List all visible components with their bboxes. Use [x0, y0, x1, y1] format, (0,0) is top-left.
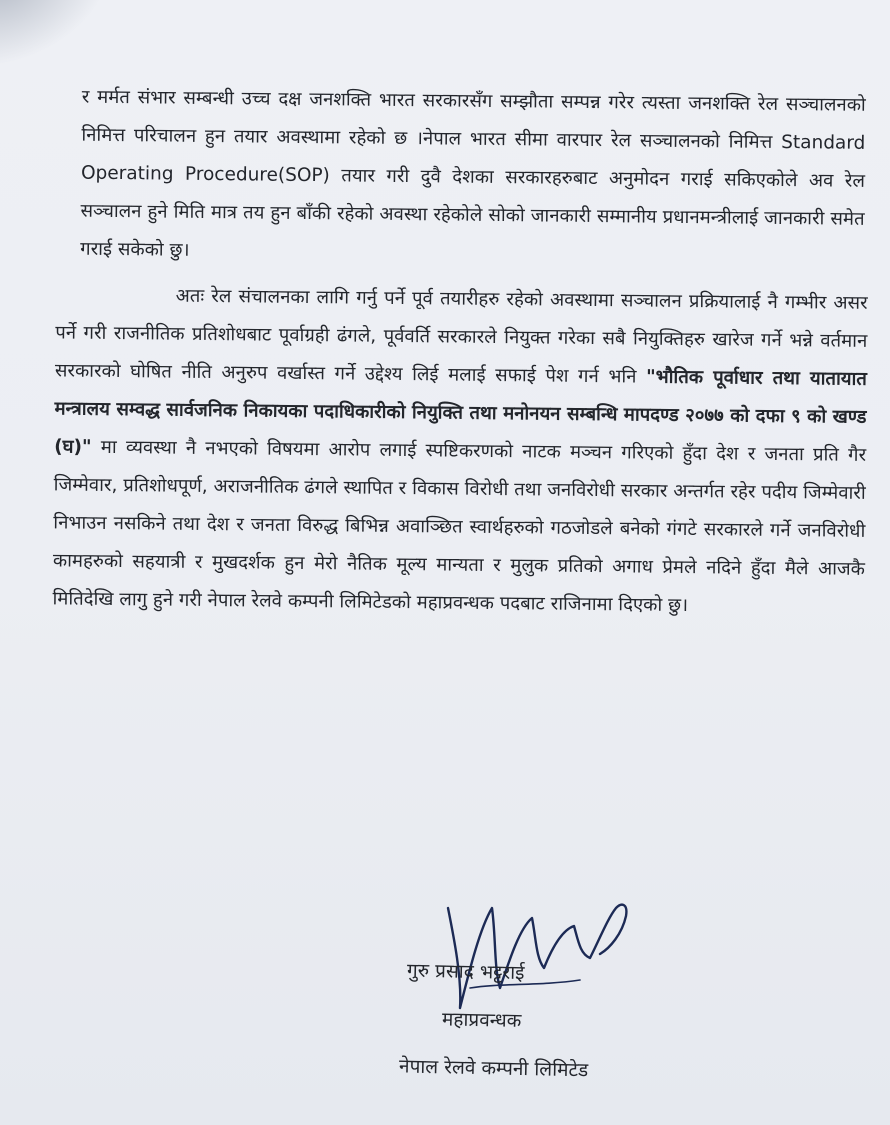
- signatory-name: गुरु प्रसाद भट्टराई: [406, 959, 525, 985]
- paragraph-2-regulation-quote: "भौतिक पूर्वाधार तथा यातायात मन्त्रालय सम्वद्ध सार्वजनिक निकायका पदाधिकारीको नियुक्ति तथा मनोनयन सम्बन्धि मापदण्ड २०७७ को दफा ९ को खण्ड (घ)": [54, 366, 867, 458]
- paragraph-2: [14, 276, 868, 627]
- signatory-title: महाप्रवन्धक: [441, 1008, 522, 1032]
- paragraph-1: र मर्मत संभार सम्बन्धी उच्च दक्ष जनशक्ति भारत सरकारसँग सम्झौता सम्पन्न गरेर त्यस्ता जनशक्ति रेल सञ्चालनको निमित्त परिचालन हुन तयार अवस्थामा रहेको छ ।नेपाल भारत सीमा वारपार रेल सञ्चालनको निमित्त Standard Operating Procedure(SOP) तयार गरी दुवै देशका सरकारहरुबाट अनुमोदन गराई सकिएकोले अव रेल सञ्चालन हुने मिति मात्र तय हुन बाँकी रहेको अवस्था रहेकोले सोको जानकारी सम्मानीय प्रधानमन्त्रीलाई जानकारी समेत गराई सकेको छु।: [80, 86, 866, 261]
- signatory-company: नेपाल रेलवे कम्पनी लिमिटेड: [398, 1055, 589, 1082]
- paragraph-2-intro: अतः रेल संचालनका लागि गर्नु पर्ने पूर्व तयारीहरु रहेको अवस्थामा सञ्चालन प्रक्रियालाई नै गम्भीर असर पर्ने गरी राजनीतिक प्रतिशोधबाट पूर्वाग्रही ढंगले, पूर्ववर्ति सरकारले नियुक्त गरेका सबै नियुक्तिहरु खारेज गर्ने भन्ने वर्तमान सरकारको घोषित नीति अनुरुप वर्खास्त गर्ने उद्देश्य लिई मलाई सफाई पेश गर्न भनि: [54, 285, 868, 388]
- letter-body: [14, 78, 870, 627]
- signature-block: [399, 946, 742, 1097]
- page-corner-shadow: [0, 0, 134, 74]
- paragraph-2-conclusion: मा व्यवस्था नै नभएको विषयमा आरोप लगाई स्पष्टिकरणको नाटक मञ्चन गरिएको हुँदा देश र जनता प्रति गैर जिम्मेवार, प्रतिशोधपूर्ण, अराजनीतिक ढंगले स्थापित र विकास विरोधी तथा जनविरोधी सरकार अन्तर्गत रहेर पदीय जिम्मेवारी निभाउन नसकिने तथा देश र जनता विरुद्ध बिभिन्न अवाञ्छित स्वार्थहरुको गठजोडले बनेको गंगटे सरकारले गर्ने जनविरोधी कामहरुको सहयात्री र मुखदर्शक हुन मेरो नैतिक मूल्य मान्यता र मुलुक प्रतिको अगाध प्रेमले नदिने हुँदा मैले आजकै मितिदेखि लागु हुने गरी नेपाल रेलवे कम्पनी लिमिटेडको महाप्रवन्धक पदबाट राजिनामा दिएको छु।: [52, 436, 867, 617]
